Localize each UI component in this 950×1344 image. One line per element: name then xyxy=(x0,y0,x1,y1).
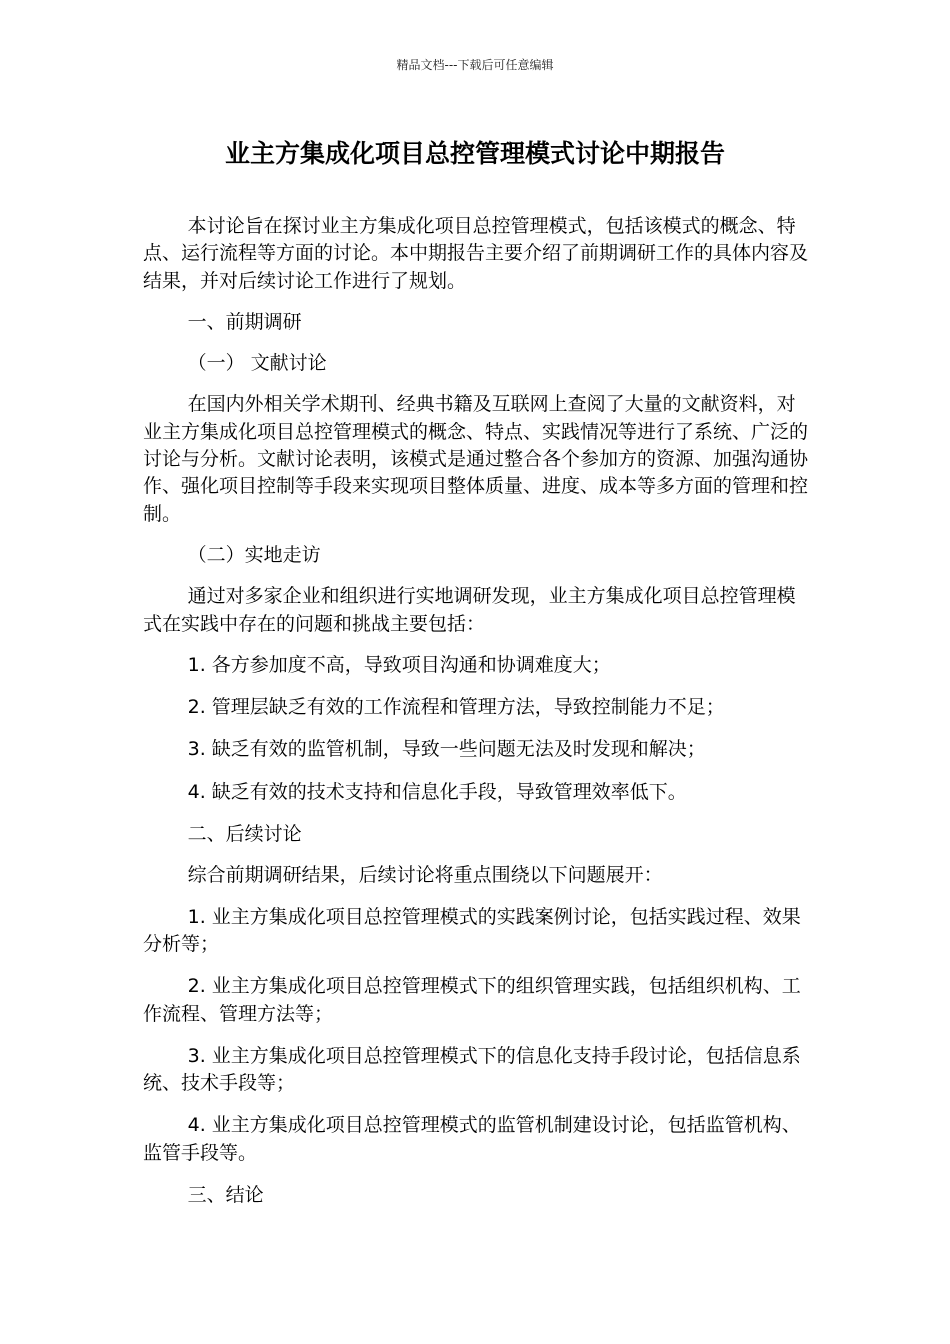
list-item: 4. 业主方集成化项目总控管理模式的监管机制建设讨论，包括监管机构、监管手段等。 xyxy=(143,1114,801,1164)
section-heading-research: 一、前期调研 xyxy=(187,310,302,333)
list-item: 1. 各方参加度不高，导致项目沟通和协调难度大； xyxy=(187,653,611,676)
list-item: 4. 缺乏有效的技术支持和信息化手段，导致管理效率低下。 xyxy=(187,780,687,803)
list-item: 2. 业主方集成化项目总控管理模式下的组织管理实践，包括组织机构、工作流程、管理方法等； xyxy=(143,975,801,1025)
follow-up-intro-paragraph: 综合前期调研结果，后续讨论将重点围绕以下问题展开： xyxy=(187,864,663,887)
intro-paragraph: 本讨论旨在探讨业主方集成化项目总控管理模式，包括该模式的概念、特点、运行流程等方面的讨论。本中期报告主要介绍了前期调研工作的具体内容及结果，并对后续讨论工作进行了规划。 xyxy=(143,215,809,292)
list-item: 1. 业主方集成化项目总控管理模式的实践案例讨论，包括实践过程、效果分析等； xyxy=(143,905,801,955)
field-visit-paragraph: 通过对多家企业和组织进行实地调研发现，业主方集成化项目总控管理模式在实践中存在的问题和挑战主要包括： xyxy=(143,585,796,635)
list-item: 3. 业主方集成化项目总控管理模式下的信息化支持手段讨论，包括信息系统、技术手段等； xyxy=(143,1044,801,1095)
document-title: 业主方集成化项目总控管理模式讨论中期报告 xyxy=(224,139,725,168)
section-heading-conclusion: 三、结论 xyxy=(187,1184,264,1207)
section-heading-follow-up: 二、后续讨论 xyxy=(187,823,302,846)
header-note: 精品文档---下载后可任意编辑 xyxy=(396,58,554,72)
list-item: 3. 缺乏有效的监管机制，导致一些问题无法及时发现和解决； xyxy=(187,738,706,761)
list-item: 2. 管理层缺乏有效的工作流程和管理方法，导致控制能力不足； xyxy=(187,696,725,719)
subsection-heading-field-visit: （二）实地走访 xyxy=(187,543,321,566)
literature-paragraph: 在国内外相关学术期刊、经典书籍及互联网上查阅了大量的文献资料，对业主方集成化项目总控管理模式的概念、特点、实践情况等进行了系统、广泛的讨论与分析。文献讨论表明，该模式是通过整合各个参加方的资源、加强沟通协作、强化项目控制等手段来实现项目整体质量、进度、成本等多方面的管理和控制。 xyxy=(143,393,809,525)
document-body xyxy=(143,213,809,1223)
subsection-heading-literature: （一） 文献讨论 xyxy=(187,352,327,375)
